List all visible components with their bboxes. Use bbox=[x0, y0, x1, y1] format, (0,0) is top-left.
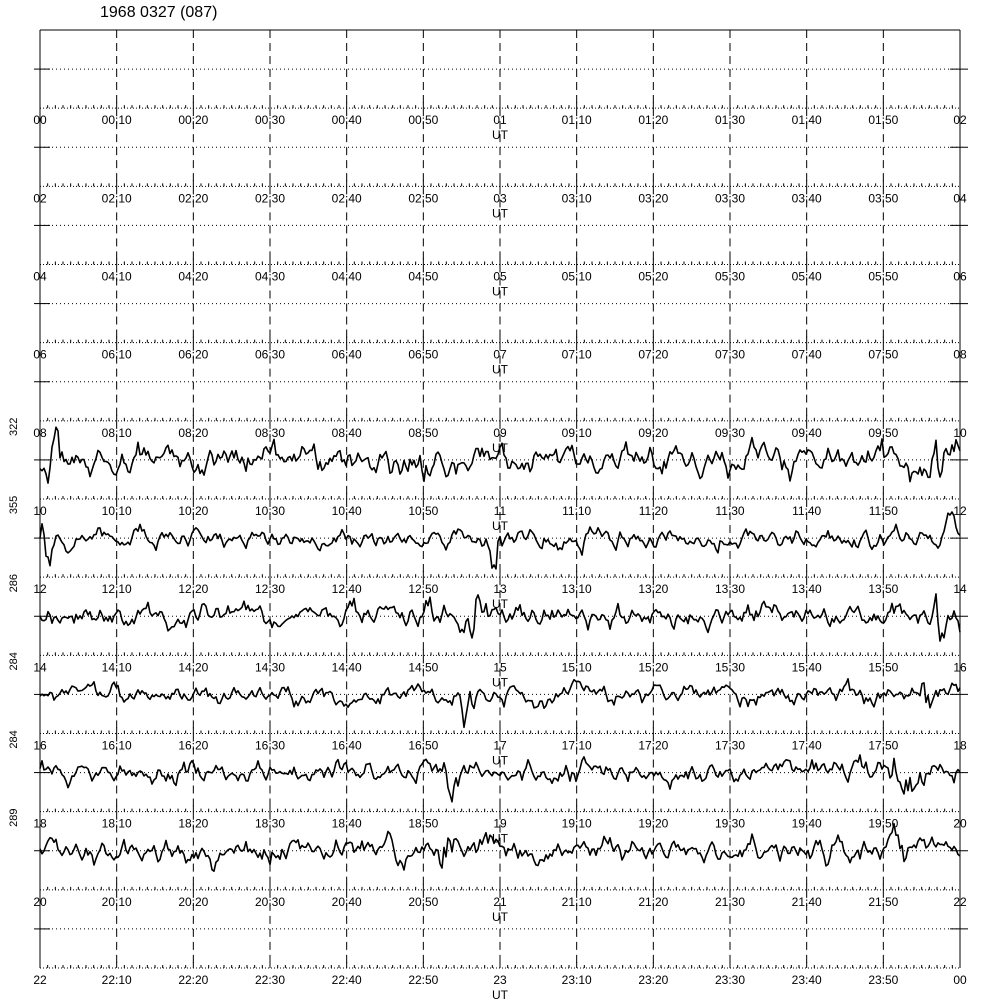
tick-label: 17:10 bbox=[561, 738, 592, 753]
tick-label: 01 bbox=[493, 113, 507, 128]
tick-label: 22:20 bbox=[178, 973, 209, 987]
tick-label: 12 bbox=[33, 582, 47, 597]
tick-label: 11:50 bbox=[868, 504, 898, 518]
tick-label: 06:40 bbox=[331, 347, 362, 362]
tick-label: 18:50 bbox=[408, 816, 439, 831]
tick-label: 12:20 bbox=[178, 582, 209, 597]
tick-label: 14:50 bbox=[408, 660, 439, 675]
tick-label: 23:20 bbox=[638, 973, 669, 987]
tick-label: 20:40 bbox=[331, 894, 362, 909]
tick-label: 12:10 bbox=[101, 582, 132, 597]
tick-label: 03:20 bbox=[638, 191, 669, 206]
tick-label: 06 bbox=[33, 347, 47, 362]
tick-label: 08:30 bbox=[254, 425, 286, 440]
tick-label: 12 bbox=[953, 504, 967, 518]
tick-label: 00:40 bbox=[331, 113, 362, 128]
tick-label: 01:10 bbox=[561, 113, 592, 128]
tick-label: 02:30 bbox=[254, 191, 286, 206]
axis-unit-label: UT bbox=[492, 597, 508, 612]
panel-side-label: 286 bbox=[8, 573, 20, 593]
tick-label: 07:30 bbox=[714, 347, 746, 362]
tick-label: 05:10 bbox=[561, 269, 592, 284]
tick-label: 18 bbox=[33, 816, 47, 831]
tick-label: 00:10 bbox=[101, 113, 132, 128]
tick-label: 09 bbox=[493, 425, 507, 440]
tick-label: 17:50 bbox=[868, 738, 899, 753]
tick-label: 10:10 bbox=[101, 504, 132, 518]
tick-label: 09:40 bbox=[791, 425, 822, 440]
tick-label: 19:40 bbox=[791, 816, 822, 831]
axis-unit-label: UT bbox=[492, 988, 508, 1000]
tick-label: 00 bbox=[953, 973, 967, 987]
tick-label: 06:10 bbox=[101, 347, 132, 362]
tick-label: 21:30 bbox=[714, 894, 746, 909]
tick-label: 16 bbox=[953, 660, 967, 675]
tick-label: 15:10 bbox=[561, 660, 592, 675]
tick-label: 10 bbox=[953, 425, 967, 440]
panel-side-label: 284 bbox=[8, 730, 20, 749]
tick-label: 04 bbox=[33, 269, 47, 284]
tick-label: 21:20 bbox=[638, 894, 669, 909]
tick-label: 02:20 bbox=[178, 191, 209, 206]
tick-label: 01:40 bbox=[791, 113, 822, 128]
axis-unit-label: UT bbox=[492, 128, 508, 143]
tick-label: 08 bbox=[33, 425, 47, 440]
tick-label: 18:40 bbox=[331, 816, 362, 831]
tick-label: 12:40 bbox=[331, 582, 362, 597]
tick-label: 15:30 bbox=[714, 660, 746, 675]
tick-label: 02 bbox=[953, 113, 967, 128]
tick-label: 00 bbox=[33, 113, 47, 128]
tick-label: 21 bbox=[493, 894, 507, 909]
tick-label: 16:10 bbox=[101, 738, 132, 753]
tick-label: 23 bbox=[493, 973, 507, 987]
tick-label: 05:40 bbox=[791, 269, 822, 284]
tick-label: 15:40 bbox=[791, 660, 822, 675]
tick-label: 18:10 bbox=[101, 816, 132, 831]
tick-label: 20:20 bbox=[178, 894, 209, 909]
tick-label: 08:50 bbox=[408, 425, 439, 440]
tick-label: 04:40 bbox=[331, 269, 362, 284]
tick-label: 09:50 bbox=[868, 425, 899, 440]
tick-label: 23:30 bbox=[714, 973, 746, 987]
tick-label: 18:20 bbox=[178, 816, 209, 831]
tick-label: 03 bbox=[493, 191, 507, 206]
tick-label: 11:30 bbox=[715, 504, 745, 518]
tick-label: 19:50 bbox=[868, 816, 899, 831]
axis-unit-label: UT bbox=[492, 831, 508, 846]
tick-label: 00:30 bbox=[254, 113, 286, 128]
tick-label: 15 bbox=[493, 660, 507, 675]
panel-side-label: 322 bbox=[8, 417, 20, 437]
tick-label: 11:10 bbox=[562, 504, 592, 518]
tick-label: 12:50 bbox=[408, 582, 439, 597]
tick-label: 09:10 bbox=[561, 425, 592, 440]
tick-label: 18 bbox=[953, 738, 967, 753]
tick-label: 14:30 bbox=[254, 660, 286, 675]
tick-label: 16:20 bbox=[178, 738, 209, 753]
tick-label: 20:30 bbox=[254, 894, 286, 909]
tick-label: 13:10 bbox=[561, 582, 592, 597]
tick-label: 19:10 bbox=[561, 816, 592, 831]
tick-label: 19:20 bbox=[638, 816, 669, 831]
tick-label: 19:30 bbox=[714, 816, 746, 831]
tick-label: 09:30 bbox=[714, 425, 746, 440]
tick-label: 04:20 bbox=[178, 269, 209, 284]
tick-label: 14:40 bbox=[331, 660, 362, 675]
axis-unit-label: UT bbox=[492, 206, 508, 221]
tick-label: 22 bbox=[33, 973, 47, 987]
tick-label: 05:30 bbox=[714, 269, 746, 284]
tick-label: 17:30 bbox=[714, 738, 746, 753]
tick-label: 10:50 bbox=[408, 504, 439, 518]
tick-label: 22 bbox=[953, 894, 967, 909]
tick-label: 15:20 bbox=[638, 660, 669, 675]
tick-label: 20 bbox=[33, 894, 47, 909]
axis-unit-label: UT bbox=[492, 440, 508, 455]
tick-label: 07 bbox=[493, 347, 507, 362]
tick-label: 09:20 bbox=[638, 425, 669, 440]
tick-label: 10:40 bbox=[331, 504, 362, 518]
tick-label: 10 bbox=[33, 504, 47, 518]
tick-label: 14 bbox=[953, 582, 967, 597]
tick-label: 15:50 bbox=[868, 660, 899, 675]
axis-unit-label: UT bbox=[492, 753, 508, 768]
tick-label: 18:30 bbox=[254, 816, 286, 831]
tick-label: 17:40 bbox=[791, 738, 822, 753]
tick-label: 04:10 bbox=[101, 269, 132, 284]
tick-label: 22:30 bbox=[254, 973, 286, 987]
tick-label: 06:20 bbox=[178, 347, 209, 362]
tick-label: 14:10 bbox=[101, 660, 132, 675]
tick-label: 13:30 bbox=[714, 582, 746, 597]
tick-label: 08:20 bbox=[178, 425, 209, 440]
tick-label: 00:50 bbox=[408, 113, 439, 128]
tick-label: 06 bbox=[953, 269, 967, 284]
tick-label: 07:50 bbox=[868, 347, 899, 362]
tick-label: 03:50 bbox=[868, 191, 899, 206]
tick-label: 10:30 bbox=[254, 504, 286, 518]
tick-label: 10:20 bbox=[178, 504, 209, 518]
tick-label: 22:40 bbox=[331, 973, 362, 987]
axis-unit-label: UT bbox=[492, 909, 508, 924]
tick-label: 11 bbox=[493, 504, 507, 518]
tick-label: 04 bbox=[953, 191, 967, 206]
tick-label: 19 bbox=[493, 816, 507, 831]
tick-label: 03:40 bbox=[791, 191, 822, 206]
tick-label: 11:20 bbox=[638, 504, 668, 518]
tick-label: 02:50 bbox=[408, 191, 439, 206]
tick-label: 16 bbox=[33, 738, 47, 753]
tick-label: 02 bbox=[33, 191, 47, 206]
tick-label: 07:20 bbox=[638, 347, 669, 362]
tick-label: 17:20 bbox=[638, 738, 669, 753]
tick-label: 05 bbox=[493, 269, 507, 284]
tick-label: 13:40 bbox=[791, 582, 822, 597]
tick-label: 04:30 bbox=[254, 269, 286, 284]
tick-label: 13:20 bbox=[638, 582, 669, 597]
axis-unit-label: UT bbox=[492, 675, 508, 690]
tick-label: 13:50 bbox=[868, 582, 899, 597]
tick-label: 01:20 bbox=[638, 113, 669, 128]
tick-label: 08:40 bbox=[331, 425, 362, 440]
tick-label: 22:50 bbox=[408, 973, 439, 987]
tick-label: 05:50 bbox=[868, 269, 899, 284]
tick-label: 11:40 bbox=[792, 504, 822, 518]
tick-label: 21:10 bbox=[561, 894, 592, 909]
tick-label: 21:40 bbox=[791, 894, 822, 909]
axis-unit-label: UT bbox=[492, 284, 508, 299]
tick-label: 07:10 bbox=[561, 347, 592, 362]
tick-label: 02:10 bbox=[101, 191, 132, 206]
tick-label: 21:50 bbox=[868, 894, 899, 909]
tick-label: 03:30 bbox=[714, 191, 746, 206]
tick-label: 06:30 bbox=[254, 347, 286, 362]
panel-side-label: 289 bbox=[8, 808, 20, 827]
tick-label: 23:50 bbox=[868, 973, 899, 987]
tick-label: 13 bbox=[493, 582, 507, 597]
tick-label: 22:10 bbox=[101, 973, 132, 987]
tick-label: 16:50 bbox=[408, 738, 439, 753]
tick-label: 20:50 bbox=[408, 894, 439, 909]
tick-label: 23:40 bbox=[791, 973, 822, 987]
tick-label: 16:40 bbox=[331, 738, 362, 753]
tick-label: 14 bbox=[33, 660, 47, 675]
axis-unit-label: UT bbox=[492, 362, 508, 377]
tick-label: 00:20 bbox=[178, 113, 209, 128]
tick-label: 20:10 bbox=[101, 894, 132, 909]
tick-label: 12:30 bbox=[254, 582, 286, 597]
tick-label: 01:30 bbox=[714, 113, 746, 128]
tick-label: 16:30 bbox=[254, 738, 286, 753]
tick-label: 14:20 bbox=[178, 660, 209, 675]
axis-unit-label: UT bbox=[492, 519, 508, 533]
tick-label: 03:10 bbox=[561, 191, 592, 206]
tick-label: 01:50 bbox=[868, 113, 899, 128]
tick-label: 08 bbox=[953, 347, 967, 362]
tick-label: 04:50 bbox=[408, 269, 439, 284]
panel-side-label: 355 bbox=[8, 495, 20, 515]
tick-label: 08:10 bbox=[101, 425, 132, 440]
tick-label: 02:40 bbox=[331, 191, 362, 206]
panel-side-label: 284 bbox=[8, 652, 20, 671]
tick-label: 20 bbox=[953, 816, 967, 831]
chart-title: 1968 0327 (087) bbox=[100, 4, 218, 21]
tick-label: 07:40 bbox=[791, 347, 822, 362]
tick-label: 06:50 bbox=[408, 347, 439, 362]
tick-label: 17 bbox=[493, 738, 507, 753]
tick-label: 23:10 bbox=[561, 973, 592, 987]
tick-label: 05:20 bbox=[638, 269, 669, 284]
